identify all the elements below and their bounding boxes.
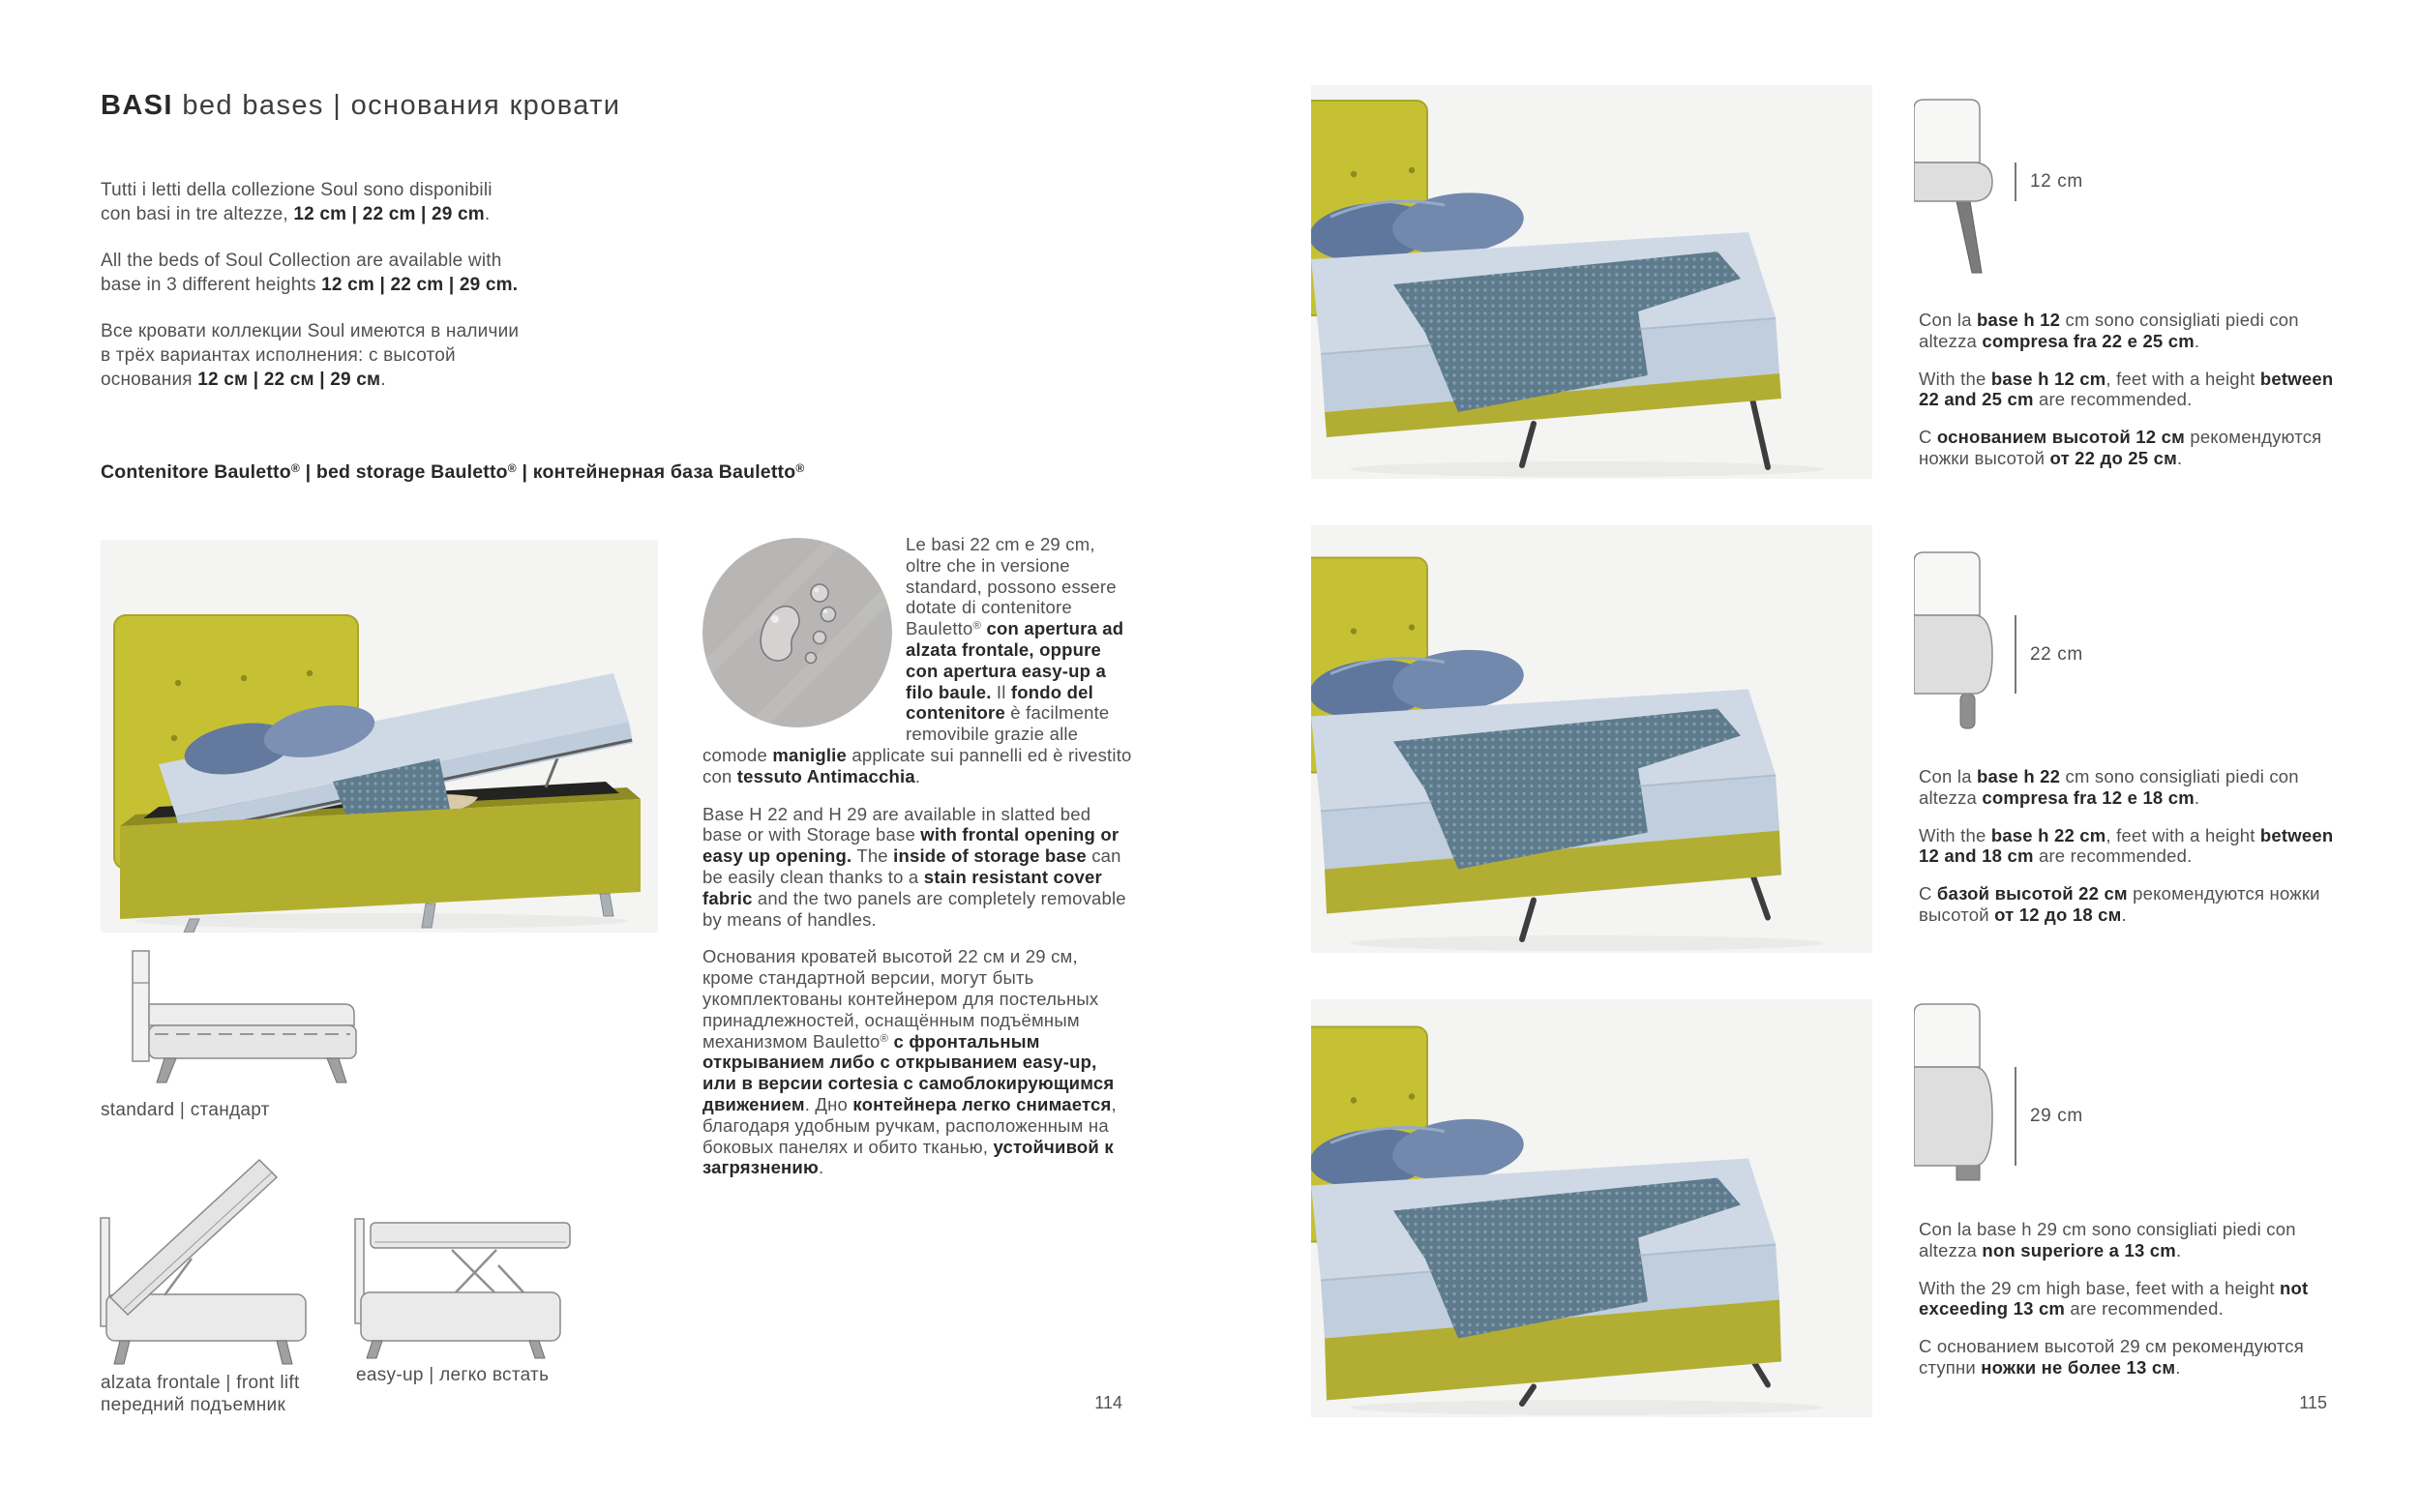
intro-paragraph-ru: Все кровати коллекции Soul имеются в наличии в трёх вариантах исполнения: с высотой основания 12 см | 22 см | 29 см. xyxy=(101,321,520,390)
height-label-22: 22 cm xyxy=(2030,644,2083,665)
text-29-it: Con la base h 29 cm sono consigliati piedi con altezza non superiore a 13 cm. xyxy=(1919,1219,2296,1260)
height-label-12: 12 cm xyxy=(2030,171,2083,192)
diagram-front-lift xyxy=(95,1144,322,1374)
bed-photo-base-22 xyxy=(1311,525,1872,953)
intro-text xyxy=(101,178,526,414)
diagram-easy-up xyxy=(351,1207,579,1365)
front-lift-label-line1: alzata frontale | front lift xyxy=(101,1373,300,1393)
bed-photo-base-29 xyxy=(1311,999,1872,1417)
bauletto-paragraph-en: Base H 22 and H 29 are available in slatted bed base or with Storage base with frontal opening or easy up opening. The inside of storage base can be easily clean thanks to a stain resistant cover fabric and the two panels are completely removable by means of handles. xyxy=(702,803,1126,930)
text-12-en: With the base h 12 cm, feet with a height between 22 and 25 cm are recommended. xyxy=(1919,368,2334,410)
text-12-ru: С основанием высотой 12 см рекомендуются ножки высотой от 22 до 25 см. xyxy=(1919,427,2322,468)
bauletto-text-column xyxy=(702,534,1133,1195)
height-diagram-12 xyxy=(1914,92,2022,279)
bauletto-paragraph-it: Le basi 22 cm e 29 cm, oltre che in versione standard, possono essere dotate di contenitore Bauletto® con apertura ad alzata frontale, oppure con apertura easy-up a filo baule. Il fondo del contenitore è facilmente removibile grazie alle comode maniglie applicate sui pannelli ed è rivestito con tessuto Antimacchia. xyxy=(702,534,1132,786)
intro-paragraph-en: All the beds of Soul Collection are available with base in 3 different heights 12 cm | 22 cm | 29 cm. xyxy=(101,251,519,295)
easy-up-label: easy-up | легко встать xyxy=(356,1365,550,1385)
stain-resistant-fabric-photo xyxy=(702,538,892,727)
page-number-left: 114 xyxy=(1094,1393,1122,1412)
text-block-29 xyxy=(1919,1219,2335,1395)
height-label-29: 29 cm xyxy=(2030,1106,2083,1126)
height-diagram-29 xyxy=(1914,996,2022,1187)
height-diagram-22 xyxy=(1914,545,2022,734)
text-block-12 xyxy=(1919,310,2335,486)
bed-photo-base-12 xyxy=(1311,85,1872,479)
text-29-ru: С основанием высотой 29 см рекомендуются ступни ножки не более 13 см. xyxy=(1919,1336,2304,1378)
text-22-ru: С базой высотой 22 см рекомендуются ножки высотой от 12 до 18 см. xyxy=(1919,883,2320,925)
text-22-en: With the base h 22 cm, feet with a height between 12 and 18 cm are recommended. xyxy=(1919,824,2334,867)
text-22-it: Con la base h 22 cm sono consigliati piedi con altezza compresa fra 12 e 18 cm. xyxy=(1919,766,2299,808)
bauletto-heading: Contenitore Bauletto® | bed storage Bauletto® | контейнерная база Bauletto® xyxy=(101,460,805,483)
bauletto-paragraph-ru: Основания кроватей высотой 22 см и 29 см, кроме стандартной версии, могут быть укомплектованы контейнером для постельных принадлежностей, оснащённым подъёмным механизмом Bauletto® с фронтальным открыванием либо с открыванием easy-up, или в версии cortesia с самоблокирующимся движением. Дно контейнера легко снимается, благодаря удобным ручкам, расположенным на боковых панелях и обито тканью, устойчивой к загрязнению. xyxy=(702,946,1117,1178)
page-title: BASI bed bases | основания кровати xyxy=(101,90,621,121)
text-29-en: With the 29 cm high base, feet with a height not exceeding 13 cm are recommended. xyxy=(1919,1277,2309,1319)
front-lift-label-line2: передний подъемник xyxy=(101,1395,286,1415)
bed-photo-storage-open xyxy=(101,540,658,933)
front-lift-label xyxy=(101,1372,300,1416)
page-number-right: 115 xyxy=(2299,1393,2327,1412)
text-block-22 xyxy=(1919,766,2335,942)
diagram-standard xyxy=(126,940,368,1090)
intro-paragraph-it: Tutti i letti della collezione Soul sono disponibili con basi in tre altezze, 12 cm | 22 cm | 29 cm. xyxy=(101,180,493,224)
standard-label: standard | стандарт xyxy=(101,1100,270,1120)
text-12-it: Con la base h 12 cm sono consigliati piedi con altezza compresa fra 22 e 25 cm. xyxy=(1919,310,2299,351)
